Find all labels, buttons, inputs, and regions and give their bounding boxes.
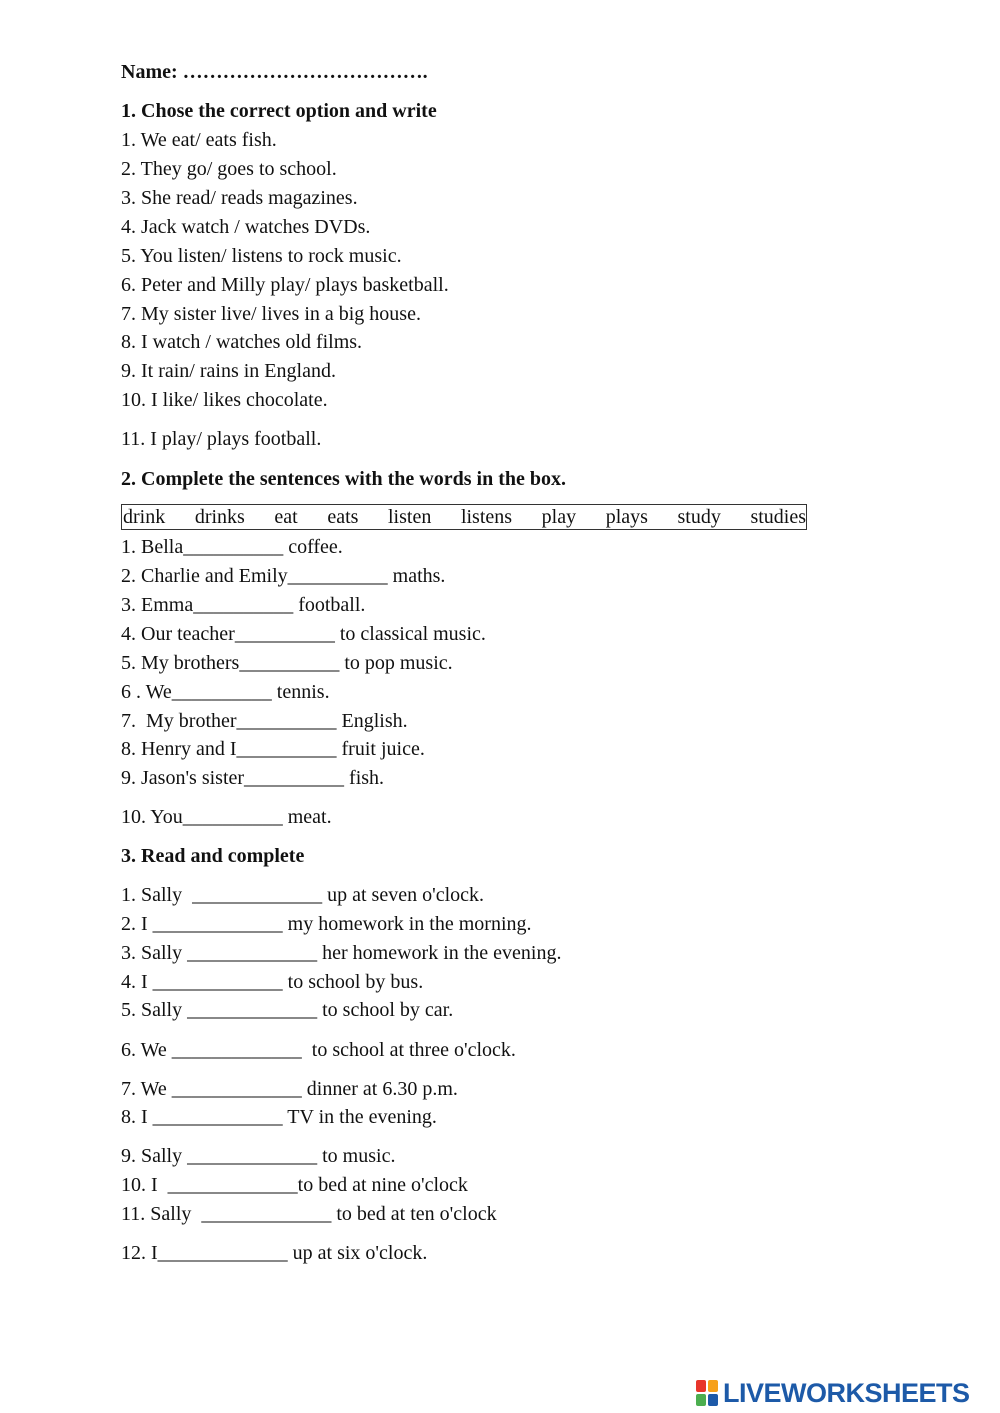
section-3-item: 12. I_____________ up at six o'clock. [121, 1242, 428, 1264]
section-3-item: 11. Sally _____________ to bed at ten o'clock [121, 1203, 497, 1225]
liveworksheets-logo [696, 1378, 970, 1408]
word-box-word: drinks [194, 506, 245, 528]
section-2-item: 4. Our teacher__________ to classical music. [121, 623, 486, 645]
section-1-item: 9. It rain/ rains in England. [121, 360, 336, 382]
section-2-item: 2. Charlie and Emily__________ maths. [121, 565, 446, 587]
section-1-title: 1. Chose the correct option and write [121, 100, 437, 122]
section-1-item: 1. We eat/ eats fish. [121, 129, 277, 151]
section-2-item: 9. Jason's sister__________ fish. [121, 767, 385, 789]
section-3-item: 8. I _____________ TV in the evening. [121, 1106, 437, 1128]
section-2-item: 6 . We__________ tennis. [121, 681, 330, 703]
section-3-item: 3. Sally _____________ her homework in the evening. [121, 942, 562, 964]
section-1-item: 7. My sister live/ lives in a big house. [121, 303, 421, 325]
section-2-item: 10. You__________ meat. [121, 806, 332, 828]
word-box-word: listen [388, 506, 432, 528]
section-2-title: 2. Complete the sentences with the words in the box. [121, 468, 566, 490]
section-3-item: 5. Sally _____________ to school by car. [121, 999, 454, 1021]
section-3-title: 3. Read and complete [121, 845, 305, 867]
section-1-item: 3. She read/ reads magazines. [121, 187, 358, 209]
section-2-item: 8. Henry and I__________ fruit juice. [121, 738, 425, 760]
section-3-item: 4. I _____________ to school by bus. [121, 971, 424, 993]
word-box-word: studies [750, 506, 806, 528]
section-1-item: 10. I like/ likes chocolate. [121, 389, 328, 411]
liveworksheets-logo-text: LIVEWORKSHEETS [723, 1377, 970, 1408]
logo-block [708, 1380, 718, 1392]
section-3-item: 6. We _____________ to school at three o'clock. [121, 1039, 516, 1061]
section-3-item: 7. We _____________ dinner at 6.30 p.m. [121, 1078, 458, 1100]
section-3-item: 2. I _____________ my homework in the morning. [121, 913, 532, 935]
section-2-item: 1. Bella__________ coffee. [121, 536, 343, 558]
word-box-word: listens [460, 506, 513, 528]
section-3-item: 9. Sally _____________ to music. [121, 1145, 396, 1167]
word-box-word: plays [605, 506, 648, 528]
word-box-word: study [677, 506, 721, 528]
liveworksheets-logo-icon [696, 1380, 720, 1406]
word-box-word: eat [274, 506, 298, 528]
word-box-word: eats [327, 506, 359, 528]
section-3-item: 1. Sally _____________ up at seven o'clock. [121, 884, 484, 906]
logo-block [708, 1394, 718, 1406]
logo-block [696, 1394, 706, 1406]
section-1-item: 11. I play/ plays football. [121, 428, 322, 450]
section-1-item: 4. Jack watch / watches DVDs. [121, 216, 371, 238]
section-1-item: 2. They go/ goes to school. [121, 158, 337, 180]
section-1-item: 8. I watch / watches old films. [121, 331, 363, 353]
section-2-item: 7. My brother__________ English. [121, 710, 408, 732]
section-2-item: 3. Emma__________ football. [121, 594, 366, 616]
name-line: Name: ………………………………. [121, 61, 428, 83]
word-box-word: drink [123, 506, 166, 528]
word-box [121, 504, 807, 530]
section-2-item: 5. My brothers__________ to pop music. [121, 652, 453, 674]
logo-block [696, 1380, 706, 1392]
section-3-item: 10. I _____________to bed at nine o'clock [121, 1174, 468, 1196]
section-1-item: 6. Peter and Milly play/ plays basketball. [121, 274, 449, 296]
word-box-word: play [541, 506, 577, 528]
section-1-item: 5. You listen/ listens to rock music. [121, 245, 402, 267]
